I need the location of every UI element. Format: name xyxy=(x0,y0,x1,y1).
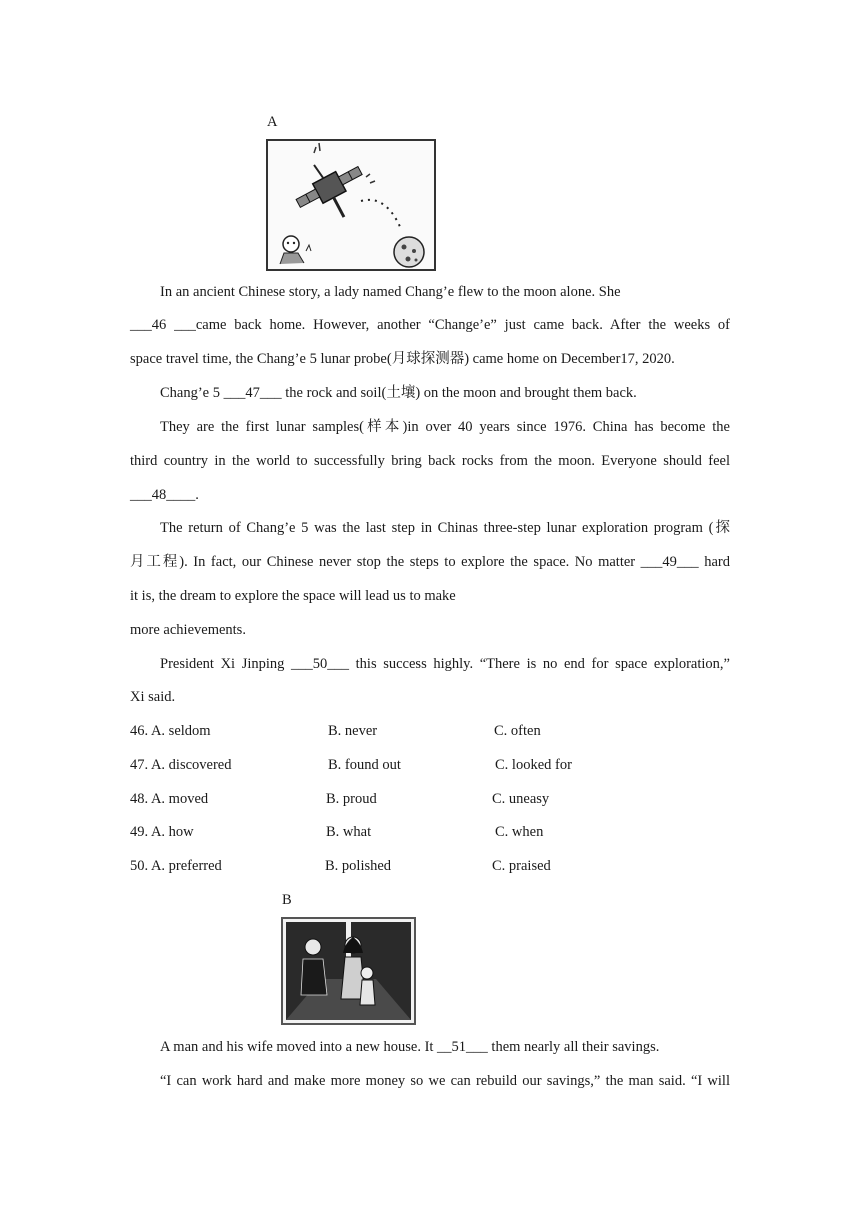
section-a-line-8: The return of Chang’e 5 was the last step in Chinas three-step lunar exploration program (探 xyxy=(160,520,730,536)
section-a-line-3: space travel time, the Chang’e 5 lunar probe(月球探测器) came home on December17, 2020. xyxy=(130,351,675,367)
q50-option-c: C. praised xyxy=(492,858,551,874)
q47-option-b: B. found out xyxy=(328,757,401,773)
q49-option-a: 49. A. how xyxy=(130,824,194,840)
section-b-line-1: A man and his wife moved into a new house. It __51___ them nearly all their savings. xyxy=(160,1039,660,1055)
q48-option-b: B. proud xyxy=(326,791,377,807)
q50-option-a: 50. A. preferred xyxy=(130,858,222,874)
satellite-illustration xyxy=(266,139,436,271)
section-a-line-9: 月工程). In fact, our Chinese never stop the steps to explore the space. No matter ___49___ hard xyxy=(130,554,730,570)
section-a-line-12: President Xi Jinping ___50___ this success highly. “There is no end for space exploration,” xyxy=(160,656,730,672)
q49-option-c: C. when xyxy=(495,824,544,840)
q47-option-a: 47. A. discovered xyxy=(130,757,232,773)
section-a-letter: A xyxy=(267,114,278,130)
section-a-line-10: it is, the dream to explore the space will lead us to make xyxy=(130,588,456,604)
q49-option-b: B. what xyxy=(326,824,372,840)
q46-option-a: 46. A. seldom xyxy=(130,723,211,739)
q48-option-c: C. uneasy xyxy=(492,791,550,807)
q48-option-a: 48. A. moved xyxy=(130,791,209,807)
q50-option-b: B. polished xyxy=(325,858,392,874)
section-a-line-1: In an ancient Chinese story, a lady named Chang’e flew to the moon alone. She xyxy=(160,284,621,300)
q47-option-c: C. looked for xyxy=(495,757,572,773)
section-a-line-2: ___46 ___came back home. However, another “Change’e” just came back. After the weeks of xyxy=(130,317,730,333)
section-a-line-11: more achievements. xyxy=(130,622,246,638)
section-b-letter: B xyxy=(282,892,292,908)
section-b-line-2: “I can work hard and make more money so we can rebuild our savings,” the man said. “I will xyxy=(160,1073,730,1089)
section-a-line-6: third country in the world to successfully bring back rocks from the moon. Everyone should feel xyxy=(130,453,730,469)
section-a-line-7: ___48____. xyxy=(130,487,199,503)
family-illustration xyxy=(281,917,416,1025)
section-a-line-4: Chang’e 5 ___47___ the rock and soil(土壤) on the moon and brought them back. xyxy=(160,385,637,401)
section-a-line-13: Xi said. xyxy=(130,689,176,705)
section-a-line-5: They are the first lunar samples(样本)in over 40 years since 1976. China has become the xyxy=(160,419,730,435)
q46-option-c: C. often xyxy=(494,723,541,739)
q46-option-b: B. never xyxy=(328,723,378,739)
